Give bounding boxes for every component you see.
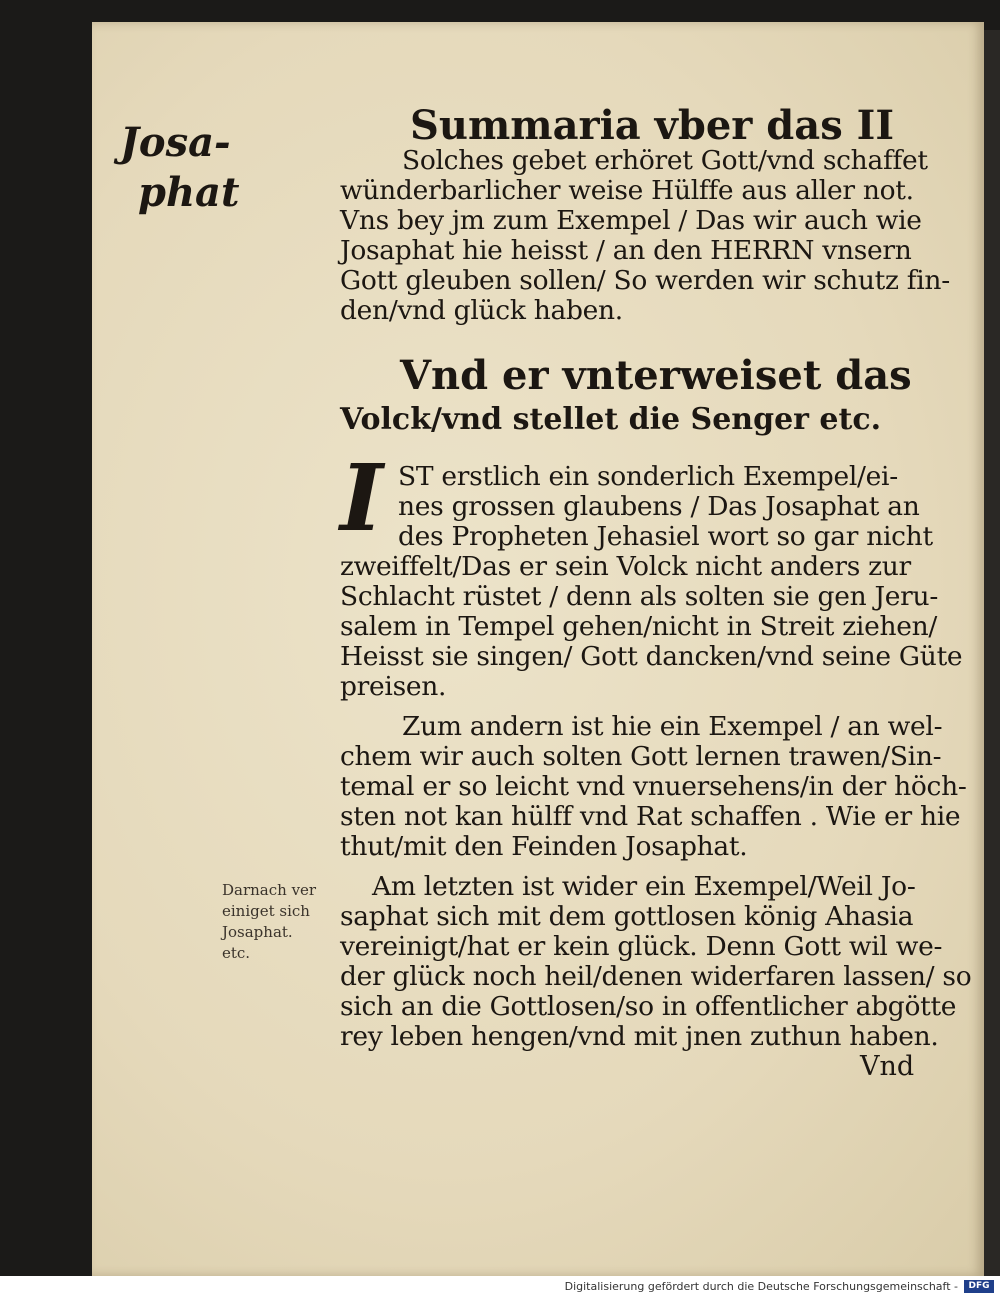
text-line: sich an die Gottlosen/so in offentlicher abgötte xyxy=(340,991,957,1022)
text-line: nes grossen glaubens / Das Josaphat an xyxy=(398,491,920,522)
section-heading xyxy=(340,350,930,438)
margin-note-line: Darnach ver xyxy=(222,881,317,899)
margin-title-line-1: Josa- xyxy=(120,119,231,166)
text-line: ST erstlich ein sonderlich Exempel/ei- xyxy=(398,461,898,492)
text-line: temal er so leicht vnd vnuersehens/in der höch- xyxy=(340,771,967,802)
text-line: des Propheten Jehasiel wort so gar nicht xyxy=(398,521,933,552)
dfg-logo: DFG xyxy=(964,1280,994,1293)
text-line: Am letzten ist wider ein Exempel/Weil Jo- xyxy=(372,871,916,902)
margin-note-line: einiget sich xyxy=(222,902,310,920)
margin-title xyxy=(120,118,239,218)
text-line: salem in Tempel gehen/nicht in Streit ziehen/ xyxy=(340,611,937,642)
text-line: sten not kan hülff vnd Rat schaffen . Wie er hie xyxy=(340,801,961,832)
paragraph-2 xyxy=(340,461,963,702)
paragraph-1 xyxy=(340,145,950,326)
margin-note-line: etc. xyxy=(222,944,251,962)
text-line: saphat sich mit dem gottlosen könig Ahasia xyxy=(340,901,914,932)
text-line: zweiffelt/Das er sein Volck nicht anders zur xyxy=(340,551,911,582)
text-line: den/vnd glück haben. xyxy=(340,295,623,326)
text-line: Zum andern ist hie ein Exempel / an wel- xyxy=(402,711,943,742)
text-line: Schlacht rüstet / denn als solten sie gen Jeru- xyxy=(340,581,938,612)
text-line: Josaphat hie heisst / an den HERRN vnsern xyxy=(340,235,912,266)
text-line: Heisst sie singen/ Gott dancken/vnd seine Güte xyxy=(340,641,963,672)
margin-note xyxy=(222,880,342,964)
section-heading-line-2: Volck/vnd stellet die Senger etc. xyxy=(340,402,882,437)
text-line: rey leben hengen/vnd mit jnen zuthun haben. xyxy=(340,1021,939,1052)
running-head: Summaria vber das II xyxy=(410,102,895,149)
footer-credit: Digitalisierung gefördert durch die Deutsche Forschungsgemeinschaft - xyxy=(564,1280,958,1293)
paragraph-3 xyxy=(340,711,967,862)
footer-bar xyxy=(0,1276,1000,1297)
text-line: chem wir auch solten Gott lernen trawen/Sin- xyxy=(340,741,942,772)
text-line: Gott gleuben sollen/ So werden wir schutz fin- xyxy=(340,265,950,296)
page-edge-shadow xyxy=(984,30,1000,1276)
text-line: Vns bey jm zum Exempel / Das wir auch wie xyxy=(340,205,922,236)
paragraph-4 xyxy=(340,871,972,1052)
text-line: wünderbarlicher weise Hülffe aus aller not. xyxy=(340,175,914,206)
text-line: Solches gebet erhöret Gott/vnd schaffet xyxy=(402,145,928,176)
text-line: vereinigt/hat er kein glück. Denn Gott wil we- xyxy=(340,931,943,962)
section-heading-line-1: Vnd er vnterweiset das xyxy=(400,352,912,399)
text-line: der glück noch heil/denen widerfaren lassen/ so xyxy=(340,961,972,992)
text-line: thut/mit den Feinden Josaphat. xyxy=(340,831,748,862)
initial-letter: I xyxy=(340,444,384,552)
margin-note-line: Josaphat. xyxy=(222,923,293,941)
text-line: preisen. xyxy=(340,671,447,702)
catchword: Vnd xyxy=(860,1051,915,1082)
margin-title-line-2: phat xyxy=(138,169,240,216)
